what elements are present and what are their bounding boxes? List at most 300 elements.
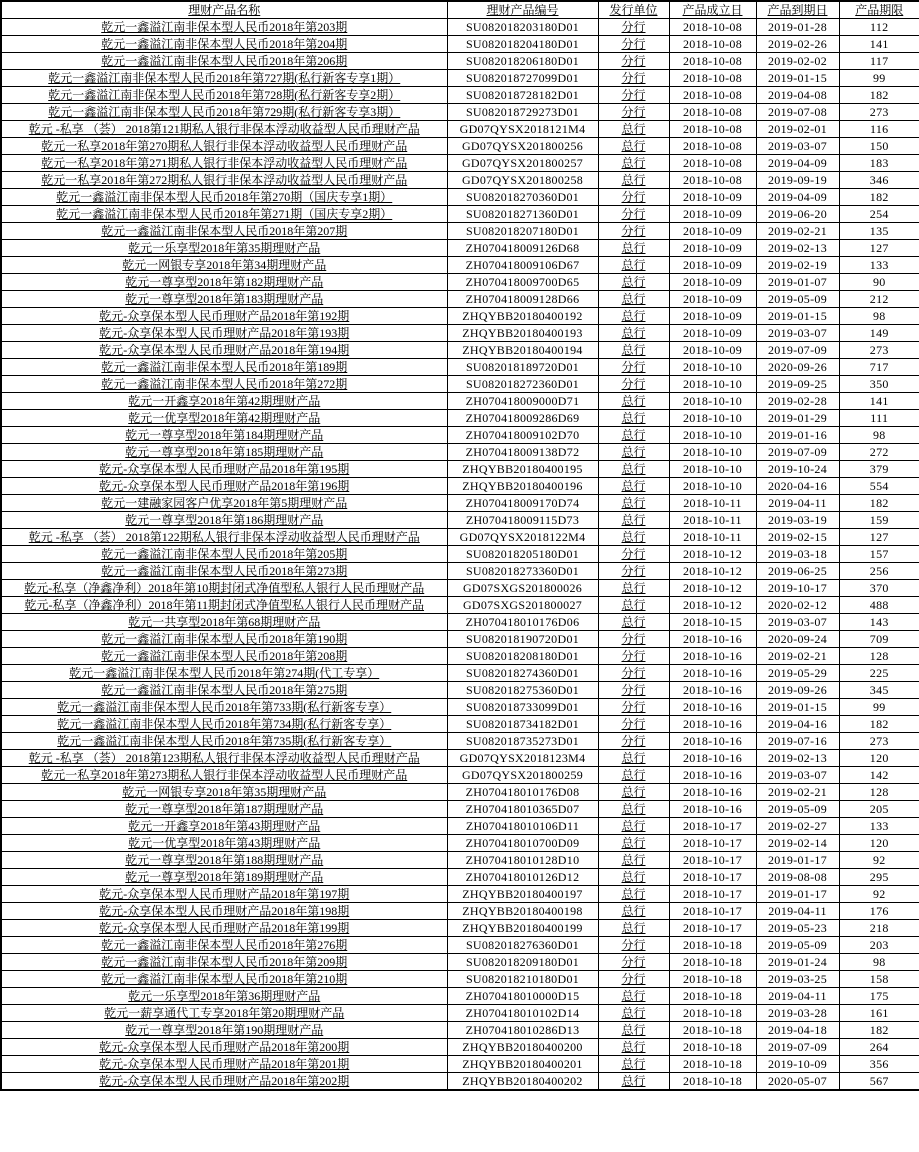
table-row — [1, 920, 919, 937]
cell-name: 乾元一薪享通代工专享2018年第20期理财产品 — [1, 1005, 447, 1022]
cell-start_date: 2018-10-18 — [669, 988, 756, 1005]
cell-code: SU082018205180D01 — [447, 546, 598, 563]
cell-start_date: 2018-10-18 — [669, 954, 756, 971]
table-row — [1, 87, 919, 104]
cell-code: SU082018189720D01 — [447, 359, 598, 376]
cell-end_date: 2019-04-09 — [756, 189, 839, 206]
cell-code: ZH070418010176D08 — [447, 784, 598, 801]
cell-name: 乾元一鑫溢江南非保本型人民币2018年第189期 — [1, 359, 447, 376]
cell-end_date: 2019-01-15 — [756, 70, 839, 87]
cell-term_days: 92 — [839, 886, 919, 903]
header-row — [1, 1, 919, 19]
cell-issuer: 分行 — [598, 971, 669, 988]
cell-name: 乾元-私享（净鑫净利）2018年第11期封闭式净值型私人银行人民币理财产品 — [1, 597, 447, 614]
cell-issuer: 总行 — [598, 461, 669, 478]
cell-issuer: 总行 — [598, 852, 669, 869]
cell-term_days: 273 — [839, 342, 919, 359]
cell-name: 乾元-众享保本型人民币理财产品2018年第194期 — [1, 342, 447, 359]
table-row — [1, 70, 919, 87]
cell-code: ZHQYBB20180400192 — [447, 308, 598, 325]
cell-end_date: 2019-01-29 — [756, 410, 839, 427]
cell-issuer: 总行 — [598, 580, 669, 597]
cell-term_days: 99 — [839, 70, 919, 87]
cell-code: ZH070418010128D10 — [447, 852, 598, 869]
cell-term_days: 135 — [839, 223, 919, 240]
cell-end_date: 2019-01-17 — [756, 852, 839, 869]
cell-name: 乾元一鑫溢江南非保本型人民币2018年第274期(代工专享） — [1, 665, 447, 682]
cell-term_days: 254 — [839, 206, 919, 223]
cell-issuer: 总行 — [598, 1073, 669, 1091]
cell-name: 乾元一尊享型2018年第183期理财产品 — [1, 291, 447, 308]
cell-term_days: 709 — [839, 631, 919, 648]
cell-start_date: 2018-10-16 — [669, 767, 756, 784]
cell-end_date: 2019-07-08 — [756, 104, 839, 121]
cell-code: GD07SXGS201800026 — [447, 580, 598, 597]
cell-name: 乾元一开鑫享2018年第43期理财产品 — [1, 818, 447, 835]
cell-end_date: 2019-02-21 — [756, 648, 839, 665]
cell-name: 乾元-众享保本型人民币理财产品2018年第195期 — [1, 461, 447, 478]
cell-term_days: 488 — [839, 597, 919, 614]
cell-name: 乾元一鑫溢江南非保本型人民币2018年第273期 — [1, 563, 447, 580]
table-row — [1, 172, 919, 189]
cell-term_days: 98 — [839, 954, 919, 971]
cell-issuer: 分行 — [598, 223, 669, 240]
cell-term_days: 120 — [839, 835, 919, 852]
cell-code: ZHQYBB20180400195 — [447, 461, 598, 478]
table-row — [1, 342, 919, 359]
cell-code: SU082018271360D01 — [447, 206, 598, 223]
cell-name: 乾元-众享保本型人民币理财产品2018年第192期 — [1, 308, 447, 325]
table-row — [1, 376, 919, 393]
cell-name: 乾元一鑫溢江南非保本型人民币2018年第190期 — [1, 631, 447, 648]
cell-term_days: 128 — [839, 784, 919, 801]
cell-start_date: 2018-10-16 — [669, 648, 756, 665]
cell-start_date: 2018-10-17 — [669, 869, 756, 886]
table-row — [1, 121, 919, 138]
cell-issuer: 分行 — [598, 359, 669, 376]
cell-issuer: 总行 — [598, 801, 669, 818]
cell-start_date: 2018-10-12 — [669, 546, 756, 563]
cell-name: 乾元一鑫溢江南非保本型人民币2018年第203期 — [1, 19, 447, 36]
cell-issuer: 分行 — [598, 104, 669, 121]
cell-start_date: 2018-10-18 — [669, 1056, 756, 1073]
cell-issuer: 总行 — [598, 903, 669, 920]
cell-code: ZH070418010286D13 — [447, 1022, 598, 1039]
cell-code: ZHQYBB20180400198 — [447, 903, 598, 920]
cell-start_date: 2018-10-16 — [669, 750, 756, 767]
cell-end_date: 2019-02-21 — [756, 223, 839, 240]
cell-end_date: 2019-10-24 — [756, 461, 839, 478]
cell-end_date: 2019-01-15 — [756, 308, 839, 325]
cell-term_days: 99 — [839, 699, 919, 716]
cell-code: SU082018728182D01 — [447, 87, 598, 104]
cell-end_date: 2019-06-25 — [756, 563, 839, 580]
cell-end_date: 2019-08-08 — [756, 869, 839, 886]
cell-code: ZH070418009286D69 — [447, 410, 598, 427]
table-row — [1, 53, 919, 70]
cell-term_days: 273 — [839, 733, 919, 750]
cell-start_date: 2018-10-12 — [669, 597, 756, 614]
cell-code: SU082018190720D01 — [447, 631, 598, 648]
cell-code: ZH070418009138D72 — [447, 444, 598, 461]
cell-end_date: 2019-02-27 — [756, 818, 839, 835]
cell-code: ZHQYBB20180400196 — [447, 478, 598, 495]
cell-name: 乾元一鑫溢江南非保本型人民币2018年第272期 — [1, 376, 447, 393]
cell-end_date: 2020-09-26 — [756, 359, 839, 376]
cell-end_date: 2019-04-11 — [756, 903, 839, 920]
cell-issuer: 总行 — [598, 835, 669, 852]
cell-end_date: 2019-02-15 — [756, 529, 839, 546]
cell-start_date: 2018-10-09 — [669, 206, 756, 223]
cell-start_date: 2018-10-11 — [669, 495, 756, 512]
cell-code: ZH070418010000D15 — [447, 988, 598, 1005]
cell-name: 乾元一鑫溢江南非保本型人民币2018年第205期 — [1, 546, 447, 563]
cell-code: GD07QYSX201800259 — [447, 767, 598, 784]
cell-end_date: 2019-02-01 — [756, 121, 839, 138]
table-row — [1, 835, 919, 852]
cell-code: ZHQYBB20180400200 — [447, 1039, 598, 1056]
cell-name: 乾元一乐享型2018年第36期理财产品 — [1, 988, 447, 1005]
cell-code: ZH070418010102D14 — [447, 1005, 598, 1022]
cell-code: GD07QYSX201800258 — [447, 172, 598, 189]
cell-start_date: 2018-10-09 — [669, 325, 756, 342]
cell-start_date: 2018-10-10 — [669, 410, 756, 427]
cell-end_date: 2019-02-19 — [756, 257, 839, 274]
cell-start_date: 2018-10-18 — [669, 1022, 756, 1039]
cell-issuer: 分行 — [598, 563, 669, 580]
cell-end_date: 2019-01-28 — [756, 19, 839, 36]
cell-end_date: 2019-02-21 — [756, 784, 839, 801]
cell-name: 乾元一鑫溢江南非保本型人民币2018年第210期 — [1, 971, 447, 988]
table-row — [1, 410, 919, 427]
cell-start_date: 2018-10-12 — [669, 563, 756, 580]
cell-issuer: 总行 — [598, 138, 669, 155]
cell-start_date: 2018-10-17 — [669, 886, 756, 903]
cell-code: SU082018204180D01 — [447, 36, 598, 53]
cell-code: GD07QYSX2018122M4 — [447, 529, 598, 546]
cell-end_date: 2019-02-28 — [756, 393, 839, 410]
cell-start_date: 2018-10-18 — [669, 1073, 756, 1091]
header-product-name: 理财产品名称 — [1, 1, 447, 19]
table-row — [1, 444, 919, 461]
cell-issuer: 分行 — [598, 665, 669, 682]
cell-code: SU082018203180D01 — [447, 19, 598, 36]
cell-name: 乾元一鑫溢江南非保本型人民币2018年第209期 — [1, 954, 447, 971]
header-maturity-date: 产品到期日 — [756, 1, 839, 19]
cell-issuer: 总行 — [598, 920, 669, 937]
cell-issuer: 分行 — [598, 648, 669, 665]
cell-start_date: 2018-10-09 — [669, 291, 756, 308]
cell-name: 乾元一私享2018年第270期私人银行非保本浮动收益型人民币理财产品 — [1, 138, 447, 155]
table-row — [1, 988, 919, 1005]
cell-name: 乾元一鑫溢江南非保本型人民币2018年第207期 — [1, 223, 447, 240]
cell-start_date: 2018-10-16 — [669, 733, 756, 750]
table-row — [1, 682, 919, 699]
cell-code: SU082018733099D01 — [447, 699, 598, 716]
cell-start_date: 2018-10-18 — [669, 971, 756, 988]
cell-code: SU082018734182D01 — [447, 716, 598, 733]
cell-start_date: 2018-10-11 — [669, 529, 756, 546]
cell-term_days: 120 — [839, 750, 919, 767]
table-row — [1, 563, 919, 580]
table-row — [1, 699, 919, 716]
cell-issuer: 分行 — [598, 53, 669, 70]
table-row — [1, 240, 919, 257]
table-row — [1, 206, 919, 223]
header-issuing-unit: 发行单位 — [598, 1, 669, 19]
cell-issuer: 总行 — [598, 1005, 669, 1022]
cell-start_date: 2018-10-08 — [669, 138, 756, 155]
cell-term_days: 205 — [839, 801, 919, 818]
table-row — [1, 580, 919, 597]
cell-code: SU082018273360D01 — [447, 563, 598, 580]
cell-issuer: 分行 — [598, 733, 669, 750]
cell-issuer: 总行 — [598, 427, 669, 444]
cell-end_date: 2019-05-29 — [756, 665, 839, 682]
cell-term_days: 150 — [839, 138, 919, 155]
cell-term_days: 128 — [839, 648, 919, 665]
cell-start_date: 2018-10-08 — [669, 104, 756, 121]
cell-code: SU082018208180D01 — [447, 648, 598, 665]
cell-issuer: 分行 — [598, 716, 669, 733]
cell-name: 乾元一尊享型2018年第185期理财产品 — [1, 444, 447, 461]
cell-term_days: 112 — [839, 19, 919, 36]
header-term-days: 产品期限 — [839, 1, 919, 19]
cell-code: ZH070418010106D11 — [447, 818, 598, 835]
cell-end_date: 2019-01-16 — [756, 427, 839, 444]
cell-term_days: 133 — [839, 257, 919, 274]
cell-issuer: 分行 — [598, 376, 669, 393]
cell-start_date: 2018-10-10 — [669, 359, 756, 376]
cell-start_date: 2018-10-09 — [669, 257, 756, 274]
cell-code: ZHQYBB20180400201 — [447, 1056, 598, 1073]
cell-name: 乾元-众享保本型人民币理财产品2018年第200期 — [1, 1039, 447, 1056]
cell-name: 乾元一尊享型2018年第189期理财产品 — [1, 869, 447, 886]
cell-code: ZH070418009106D67 — [447, 257, 598, 274]
cell-end_date: 2019-07-09 — [756, 342, 839, 359]
cell-start_date: 2018-10-18 — [669, 1005, 756, 1022]
cell-name: 乾元一鑫溢江南非保本型人民币2018年第733期(私行新客专享） — [1, 699, 447, 716]
table-row — [1, 937, 919, 954]
cell-issuer: 总行 — [598, 784, 669, 801]
cell-issuer: 总行 — [598, 818, 669, 835]
cell-term_days: 161 — [839, 1005, 919, 1022]
cell-code: ZHQYBB20180400194 — [447, 342, 598, 359]
cell-name: 乾元一建融家园客户优享2018年第5期理财产品 — [1, 495, 447, 512]
cell-term_days: 370 — [839, 580, 919, 597]
cell-end_date: 2019-02-14 — [756, 835, 839, 852]
cell-term_days: 141 — [839, 36, 919, 53]
cell-start_date: 2018-10-16 — [669, 801, 756, 818]
cell-issuer: 分行 — [598, 19, 669, 36]
cell-code: SU082018274360D01 — [447, 665, 598, 682]
table-body — [1, 19, 919, 1091]
cell-issuer: 总行 — [598, 393, 669, 410]
cell-end_date: 2019-10-17 — [756, 580, 839, 597]
cell-name: 乾元一尊享型2018年第188期理财产品 — [1, 852, 447, 869]
cell-issuer: 分行 — [598, 682, 669, 699]
cell-name: 乾元-众享保本型人民币理财产品2018年第196期 — [1, 478, 447, 495]
cell-issuer: 总行 — [598, 1022, 669, 1039]
cell-issuer: 分行 — [598, 937, 669, 954]
cell-term_days: 218 — [839, 920, 919, 937]
cell-term_days: 717 — [839, 359, 919, 376]
cell-issuer: 分行 — [598, 189, 669, 206]
cell-code: SU082018270360D01 — [447, 189, 598, 206]
cell-term_days: 183 — [839, 155, 919, 172]
cell-name: 乾元一鑫溢江南非保本型人民币2018年第204期 — [1, 36, 447, 53]
cell-code: ZH070418010700D09 — [447, 835, 598, 852]
cell-term_days: 157 — [839, 546, 919, 563]
cell-term_days: 176 — [839, 903, 919, 920]
table-row — [1, 359, 919, 376]
cell-issuer: 总行 — [598, 257, 669, 274]
table-row — [1, 954, 919, 971]
table-row — [1, 478, 919, 495]
cell-issuer: 总行 — [598, 1056, 669, 1073]
cell-name: 乾元一私享2018年第273期私人银行非保本浮动收益型人民币理财产品 — [1, 767, 447, 784]
cell-start_date: 2018-10-09 — [669, 308, 756, 325]
table-row — [1, 767, 919, 784]
cell-issuer: 总行 — [598, 155, 669, 172]
cell-code: ZHQYBB20180400193 — [447, 325, 598, 342]
cell-name: 乾元一鑫溢江南非保本型人民币2018年第270期（国庆专享1期） — [1, 189, 447, 206]
cell-issuer: 总行 — [598, 1039, 669, 1056]
cell-term_days: 212 — [839, 291, 919, 308]
cell-name: 乾元一鑫溢江南非保本型人民币2018年第735期(私行新客专享） — [1, 733, 447, 750]
cell-start_date: 2018-10-08 — [669, 172, 756, 189]
cell-term_days: 567 — [839, 1073, 919, 1091]
cell-end_date: 2019-02-26 — [756, 36, 839, 53]
cell-issuer: 总行 — [598, 172, 669, 189]
cell-end_date: 2019-03-07 — [756, 138, 839, 155]
cell-end_date: 2020-04-16 — [756, 478, 839, 495]
cell-term_days: 182 — [839, 716, 919, 733]
cell-end_date: 2019-07-09 — [756, 444, 839, 461]
cell-name: 乾元一私享2018年第272期私人银行非保本浮动收益型人民币理财产品 — [1, 172, 447, 189]
cell-name: 乾元一优享型2018年第43期理财产品 — [1, 835, 447, 852]
cell-issuer: 总行 — [598, 291, 669, 308]
cell-start_date: 2018-10-15 — [669, 614, 756, 631]
cell-issuer: 总行 — [598, 512, 669, 529]
cell-start_date: 2018-10-10 — [669, 478, 756, 495]
cell-start_date: 2018-10-16 — [669, 699, 756, 716]
cell-term_days: 159 — [839, 512, 919, 529]
table-row — [1, 784, 919, 801]
cell-end_date: 2019-03-07 — [756, 767, 839, 784]
cell-end_date: 2019-09-25 — [756, 376, 839, 393]
cell-issuer: 总行 — [598, 274, 669, 291]
cell-name: 乾元一鑫溢江南非保本型人民币2018年第728期(私行新客专享2期） — [1, 87, 447, 104]
cell-end_date: 2019-02-02 — [756, 53, 839, 70]
cell-start_date: 2018-10-08 — [669, 70, 756, 87]
cell-end_date: 2020-02-12 — [756, 597, 839, 614]
cell-code: ZH070418009126D68 — [447, 240, 598, 257]
cell-end_date: 2019-05-09 — [756, 801, 839, 818]
cell-issuer: 总行 — [598, 342, 669, 359]
cell-code: SU082018727099D01 — [447, 70, 598, 87]
cell-code: ZH070418009700D65 — [447, 274, 598, 291]
cell-start_date: 2018-10-17 — [669, 903, 756, 920]
cell-term_days: 116 — [839, 121, 919, 138]
table-row — [1, 291, 919, 308]
table-row — [1, 801, 919, 818]
cell-code: SU082018207180D01 — [447, 223, 598, 240]
cell-name: 乾元-众享保本型人民币理财产品2018年第199期 — [1, 920, 447, 937]
table-row — [1, 427, 919, 444]
cell-name: 乾元-众享保本型人民币理财产品2018年第201期 — [1, 1056, 447, 1073]
cell-start_date: 2018-10-17 — [669, 920, 756, 937]
table-row — [1, 886, 919, 903]
cell-issuer: 总行 — [598, 495, 669, 512]
cell-start_date: 2018-10-08 — [669, 53, 756, 70]
cell-end_date: 2019-04-11 — [756, 495, 839, 512]
cell-term_days: 133 — [839, 818, 919, 835]
cell-end_date: 2020-05-07 — [756, 1073, 839, 1091]
cell-issuer: 总行 — [598, 767, 669, 784]
cell-name: 乾元一尊享型2018年第182期理财产品 — [1, 274, 447, 291]
cell-code: GD07QYSX201800257 — [447, 155, 598, 172]
cell-end_date: 2019-07-09 — [756, 1039, 839, 1056]
cell-term_days: 345 — [839, 682, 919, 699]
cell-end_date: 2019-03-28 — [756, 1005, 839, 1022]
cell-code: ZHQYBB20180400202 — [447, 1073, 598, 1091]
cell-start_date: 2018-10-11 — [669, 512, 756, 529]
cell-end_date: 2019-01-24 — [756, 954, 839, 971]
cell-name: 乾元一网银专享2018年第34期理财产品 — [1, 257, 447, 274]
cell-issuer: 总行 — [598, 240, 669, 257]
cell-start_date: 2018-10-08 — [669, 19, 756, 36]
cell-start_date: 2018-10-18 — [669, 937, 756, 954]
cell-end_date: 2019-02-13 — [756, 240, 839, 257]
cell-end_date: 2019-06-20 — [756, 206, 839, 223]
cell-term_days: 264 — [839, 1039, 919, 1056]
cell-start_date: 2018-10-18 — [669, 1039, 756, 1056]
table-row — [1, 308, 919, 325]
cell-term_days: 127 — [839, 240, 919, 257]
cell-code: ZH070418009128D66 — [447, 291, 598, 308]
table-row — [1, 155, 919, 172]
table-row — [1, 733, 919, 750]
cell-name: 乾元一网银专享2018年第35期理财产品 — [1, 784, 447, 801]
table-row — [1, 631, 919, 648]
cell-issuer: 分行 — [598, 70, 669, 87]
cell-end_date: 2019-03-07 — [756, 614, 839, 631]
cell-end_date: 2019-05-09 — [756, 937, 839, 954]
cell-term_days: 346 — [839, 172, 919, 189]
cell-code: SU082018275360D01 — [447, 682, 598, 699]
cell-end_date: 2019-04-08 — [756, 87, 839, 104]
cell-start_date: 2018-10-12 — [669, 580, 756, 597]
cell-code: ZH070418009115D73 — [447, 512, 598, 529]
table-row — [1, 1005, 919, 1022]
table-row — [1, 1056, 919, 1073]
cell-end_date: 2019-01-15 — [756, 699, 839, 716]
cell-issuer: 总行 — [598, 988, 669, 1005]
cell-issuer: 分行 — [598, 631, 669, 648]
cell-end_date: 2019-03-19 — [756, 512, 839, 529]
cell-issuer: 总行 — [598, 478, 669, 495]
table-header — [1, 1, 919, 19]
cell-code: ZHQYBB20180400199 — [447, 920, 598, 937]
cell-term_days: 356 — [839, 1056, 919, 1073]
table-row — [1, 1073, 919, 1091]
cell-issuer: 总行 — [598, 308, 669, 325]
cell-term_days: 203 — [839, 937, 919, 954]
table-row — [1, 257, 919, 274]
cell-code: SU082018276360D01 — [447, 937, 598, 954]
table-row — [1, 869, 919, 886]
